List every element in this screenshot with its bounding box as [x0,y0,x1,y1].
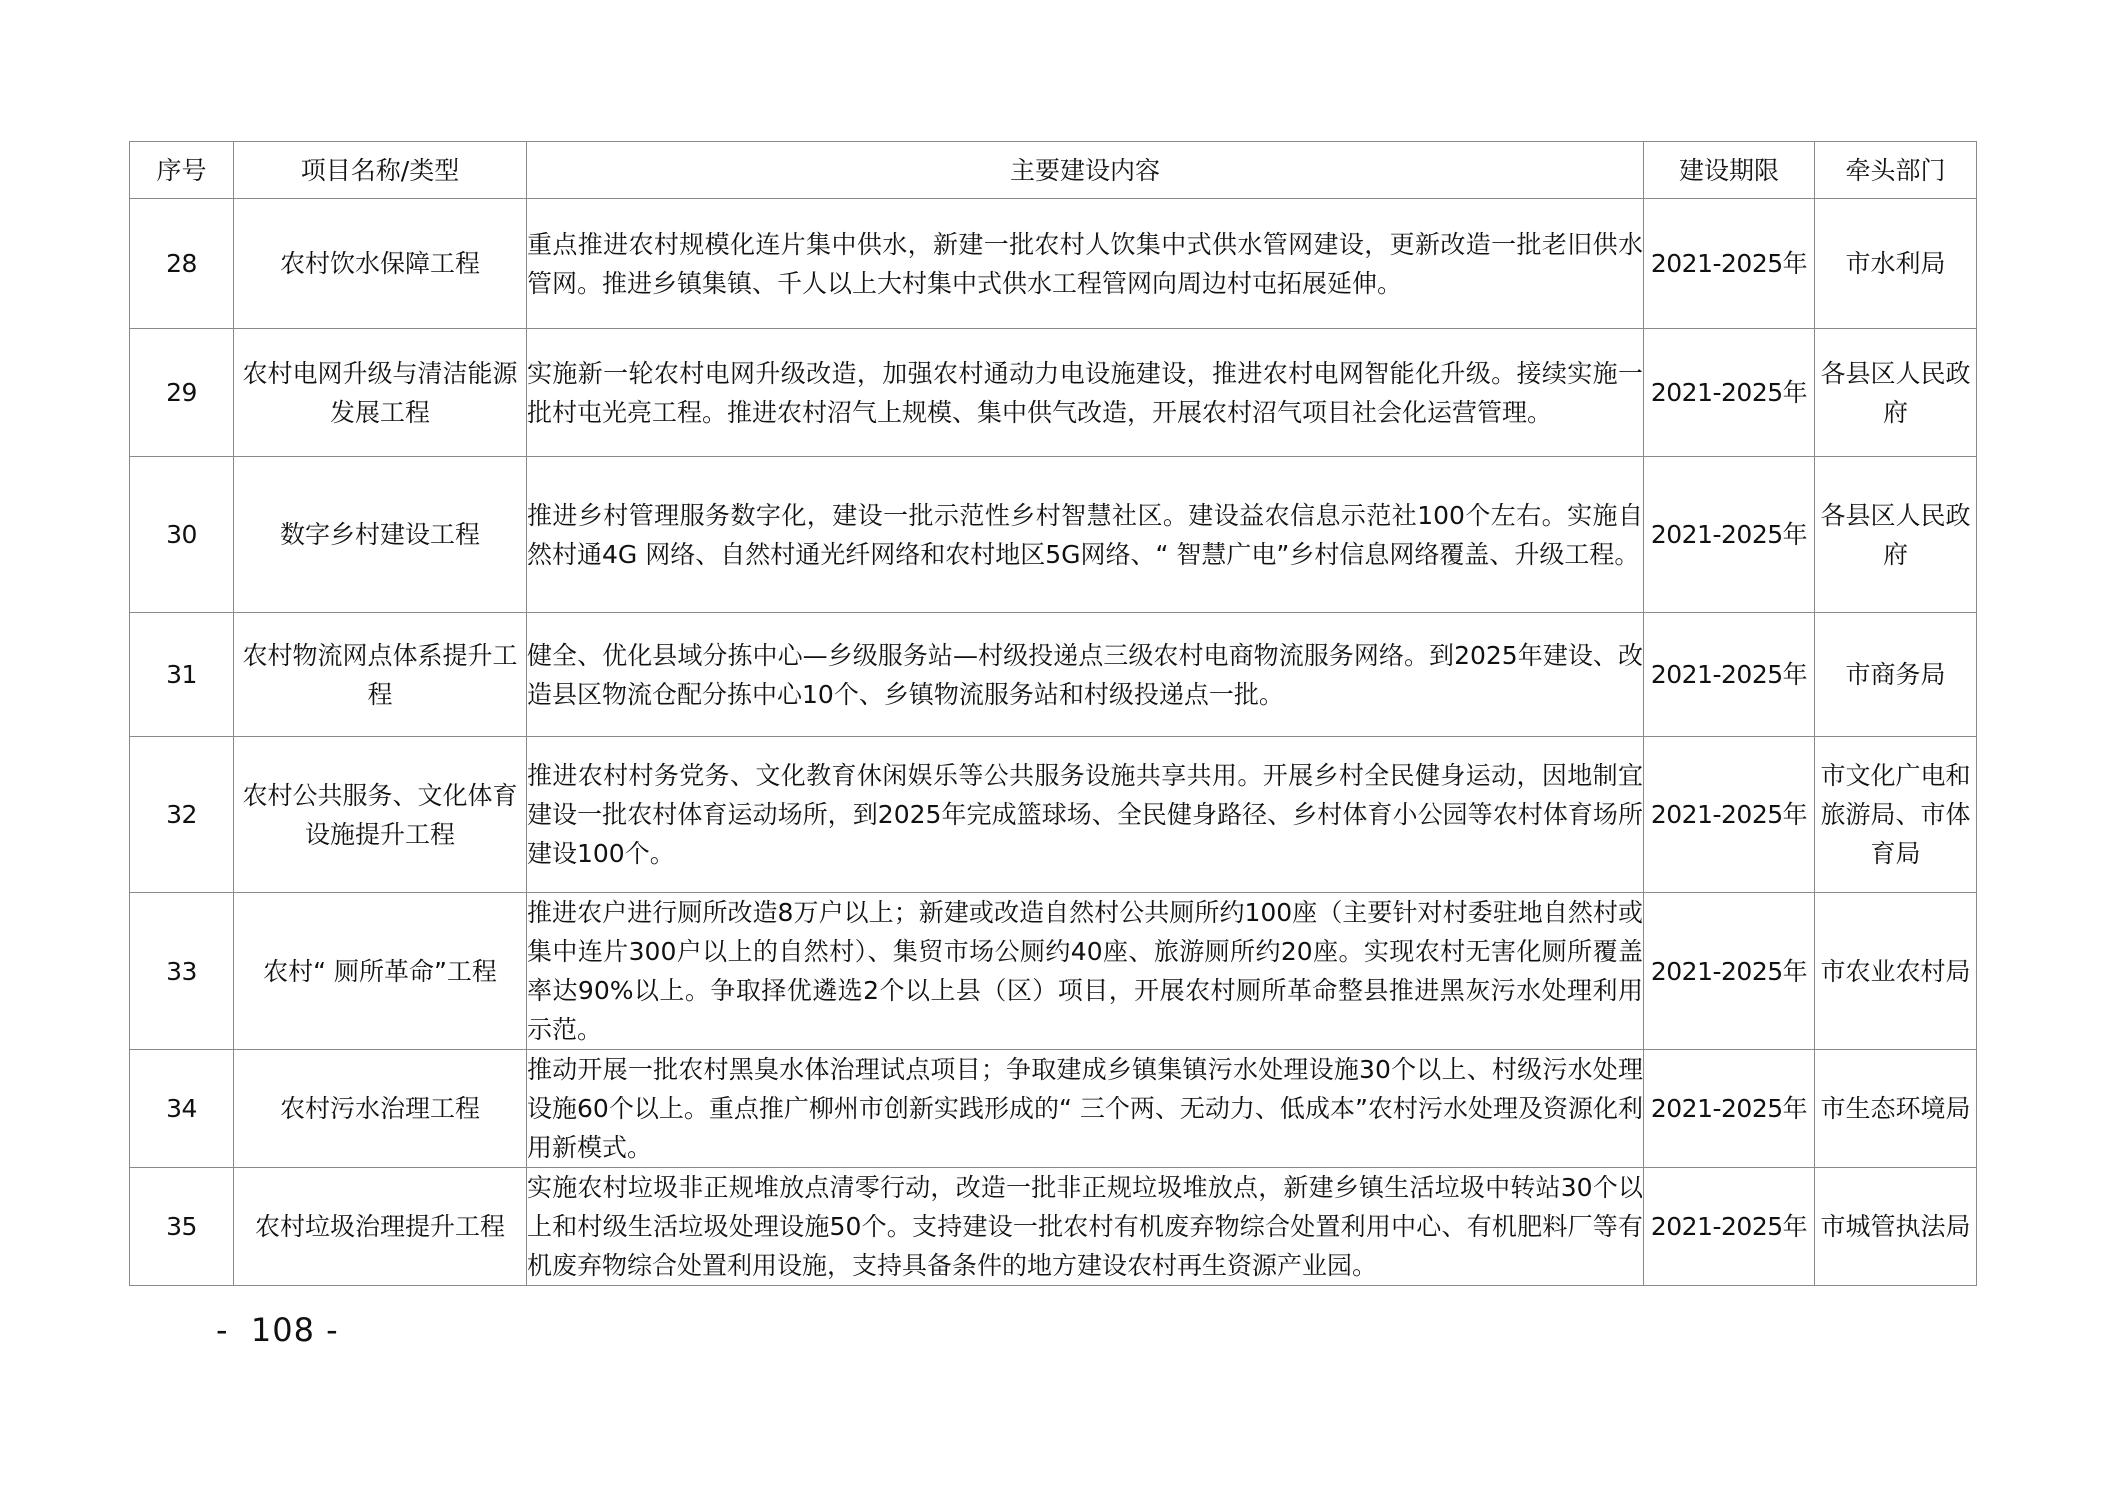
project-name: 农村公共服务、文化体育设施提升工程 [234,737,527,893]
project-content: 健全、优化县域分拣中心—乡级服务站—村级投递点三级农村电商物流服务网络。到2025年建设、改造县区物流仓配分拣中心10个、乡镇物流服务站和村级投递点一批。 [527,613,1644,737]
row-number: 30 [130,457,234,613]
header-main-content: 主要建设内容 [527,142,1644,199]
lead-department: 市生态环境局 [1815,1050,1977,1168]
lead-department: 各县区人民政府 [1815,329,1977,457]
project-content: 实施农村垃圾非正规堆放点清零行动，改造一批非正规垃圾堆放点，新建乡镇生活垃圾中转站30个以上和村级生活垃圾处理设施50个。支持建设一批农村有机废弃物综合处置利用中心、有机肥料厂等有机废弃物综合处置利用设施，支持具备条件的地方建设农村再生资源产业园。 [527,1168,1644,1286]
table-row [130,1168,1977,1286]
table-row [130,199,1977,329]
row-number: 31 [130,613,234,737]
row-number: 35 [130,1168,234,1286]
row-number: 28 [130,199,234,329]
project-name: 农村污水治理工程 [234,1050,527,1168]
project-content: 实施新一轮农村电网升级改造，加强农村通动力电设施建设，推进农村电网智能化升级。接续实施一批村屯光亮工程。推进农村沼气上规模、集中供气改造，开展农村沼气项目社会化运营管理。 [527,329,1644,457]
table-row [130,613,1977,737]
table-row [130,1050,1977,1168]
header-serial-number: 序号 [130,142,234,199]
table-row [130,329,1977,457]
project-content: 推进农户进行厕所改造8万户以上；新建或改造自然村公共厕所约100座（主要针对村委驻地自然村或集中连片300户以上的自然村）、集贸市场公厕约40座、旅游厕所约20座。实现农村无害化厕所覆盖率达90%以上。争取择优遴选2个以上县（区）项目，开展农村厕所革命整县推进黑灰污水处理利用示范。 [527,893,1644,1050]
table-header-row [130,142,1977,199]
header-project-name: 项目名称/类型 [234,142,527,199]
project-period: 2021-2025年 [1644,1050,1815,1168]
page-number: - 108 - [216,1311,339,1349]
project-table [129,141,1977,1286]
row-number: 32 [130,737,234,893]
project-period: 2021-2025年 [1644,199,1815,329]
row-number: 29 [130,329,234,457]
project-name: 农村饮水保障工程 [234,199,527,329]
lead-department: 市商务局 [1815,613,1977,737]
project-content: 重点推进农村规模化连片集中供水，新建一批农村人饮集中式供水管网建设，更新改造一批老旧供水管网。推进乡镇集镇、千人以上大村集中式供水工程管网向周边村屯拓展延伸。 [527,199,1644,329]
row-number: 33 [130,893,234,1050]
lead-department: 市文化广电和旅游局、市体育局 [1815,737,1977,893]
project-name: 农村“ 厕所革命”工程 [234,893,527,1050]
project-name: 农村物流网点体系提升工程 [234,613,527,737]
project-period: 2021-2025年 [1644,1168,1815,1286]
project-content: 推动开展一批农村黑臭水体治理试点项目；争取建成乡镇集镇污水处理设施30个以上、村级污水处理设施60个以上。重点推广柳州市创新实践形成的“ 三个两、无动力、低成本”农村污水处理及资源化利用新模式。 [527,1050,1644,1168]
table-row [130,737,1977,893]
project-name: 数字乡村建设工程 [234,457,527,613]
project-period: 2021-2025年 [1644,893,1815,1050]
header-period: 建设期限 [1644,142,1815,199]
project-period: 2021-2025年 [1644,329,1815,457]
lead-department: 市水利局 [1815,199,1977,329]
project-period: 2021-2025年 [1644,457,1815,613]
row-number: 34 [130,1050,234,1168]
lead-department: 各县区人民政府 [1815,457,1977,613]
lead-department: 市城管执法局 [1815,1168,1977,1286]
project-name: 农村垃圾治理提升工程 [234,1168,527,1286]
table-row [130,457,1977,613]
header-lead-department: 牵头部门 [1815,142,1977,199]
project-name: 农村电网升级与清洁能源发展工程 [234,329,527,457]
project-period: 2021-2025年 [1644,613,1815,737]
project-content: 推进农村村务党务、文化教育休闲娱乐等公共服务设施共享共用。开展乡村全民健身运动，因地制宜建设一批农村体育运动场所，到2025年完成篮球场、全民健身路径、乡村体育小公园等农村体育场所建设100个。 [527,737,1644,893]
lead-department: 市农业农村局 [1815,893,1977,1050]
table-row [130,893,1977,1050]
project-period: 2021-2025年 [1644,737,1815,893]
project-content: 推进乡村管理服务数字化，建设一批示范性乡村智慧社区。建设益农信息示范社100个左右。实施自然村通4G 网络、自然村通光纤网络和农村地区5G网络、“ 智慧广电”乡村信息网络覆盖、升级工程。 [527,457,1644,613]
